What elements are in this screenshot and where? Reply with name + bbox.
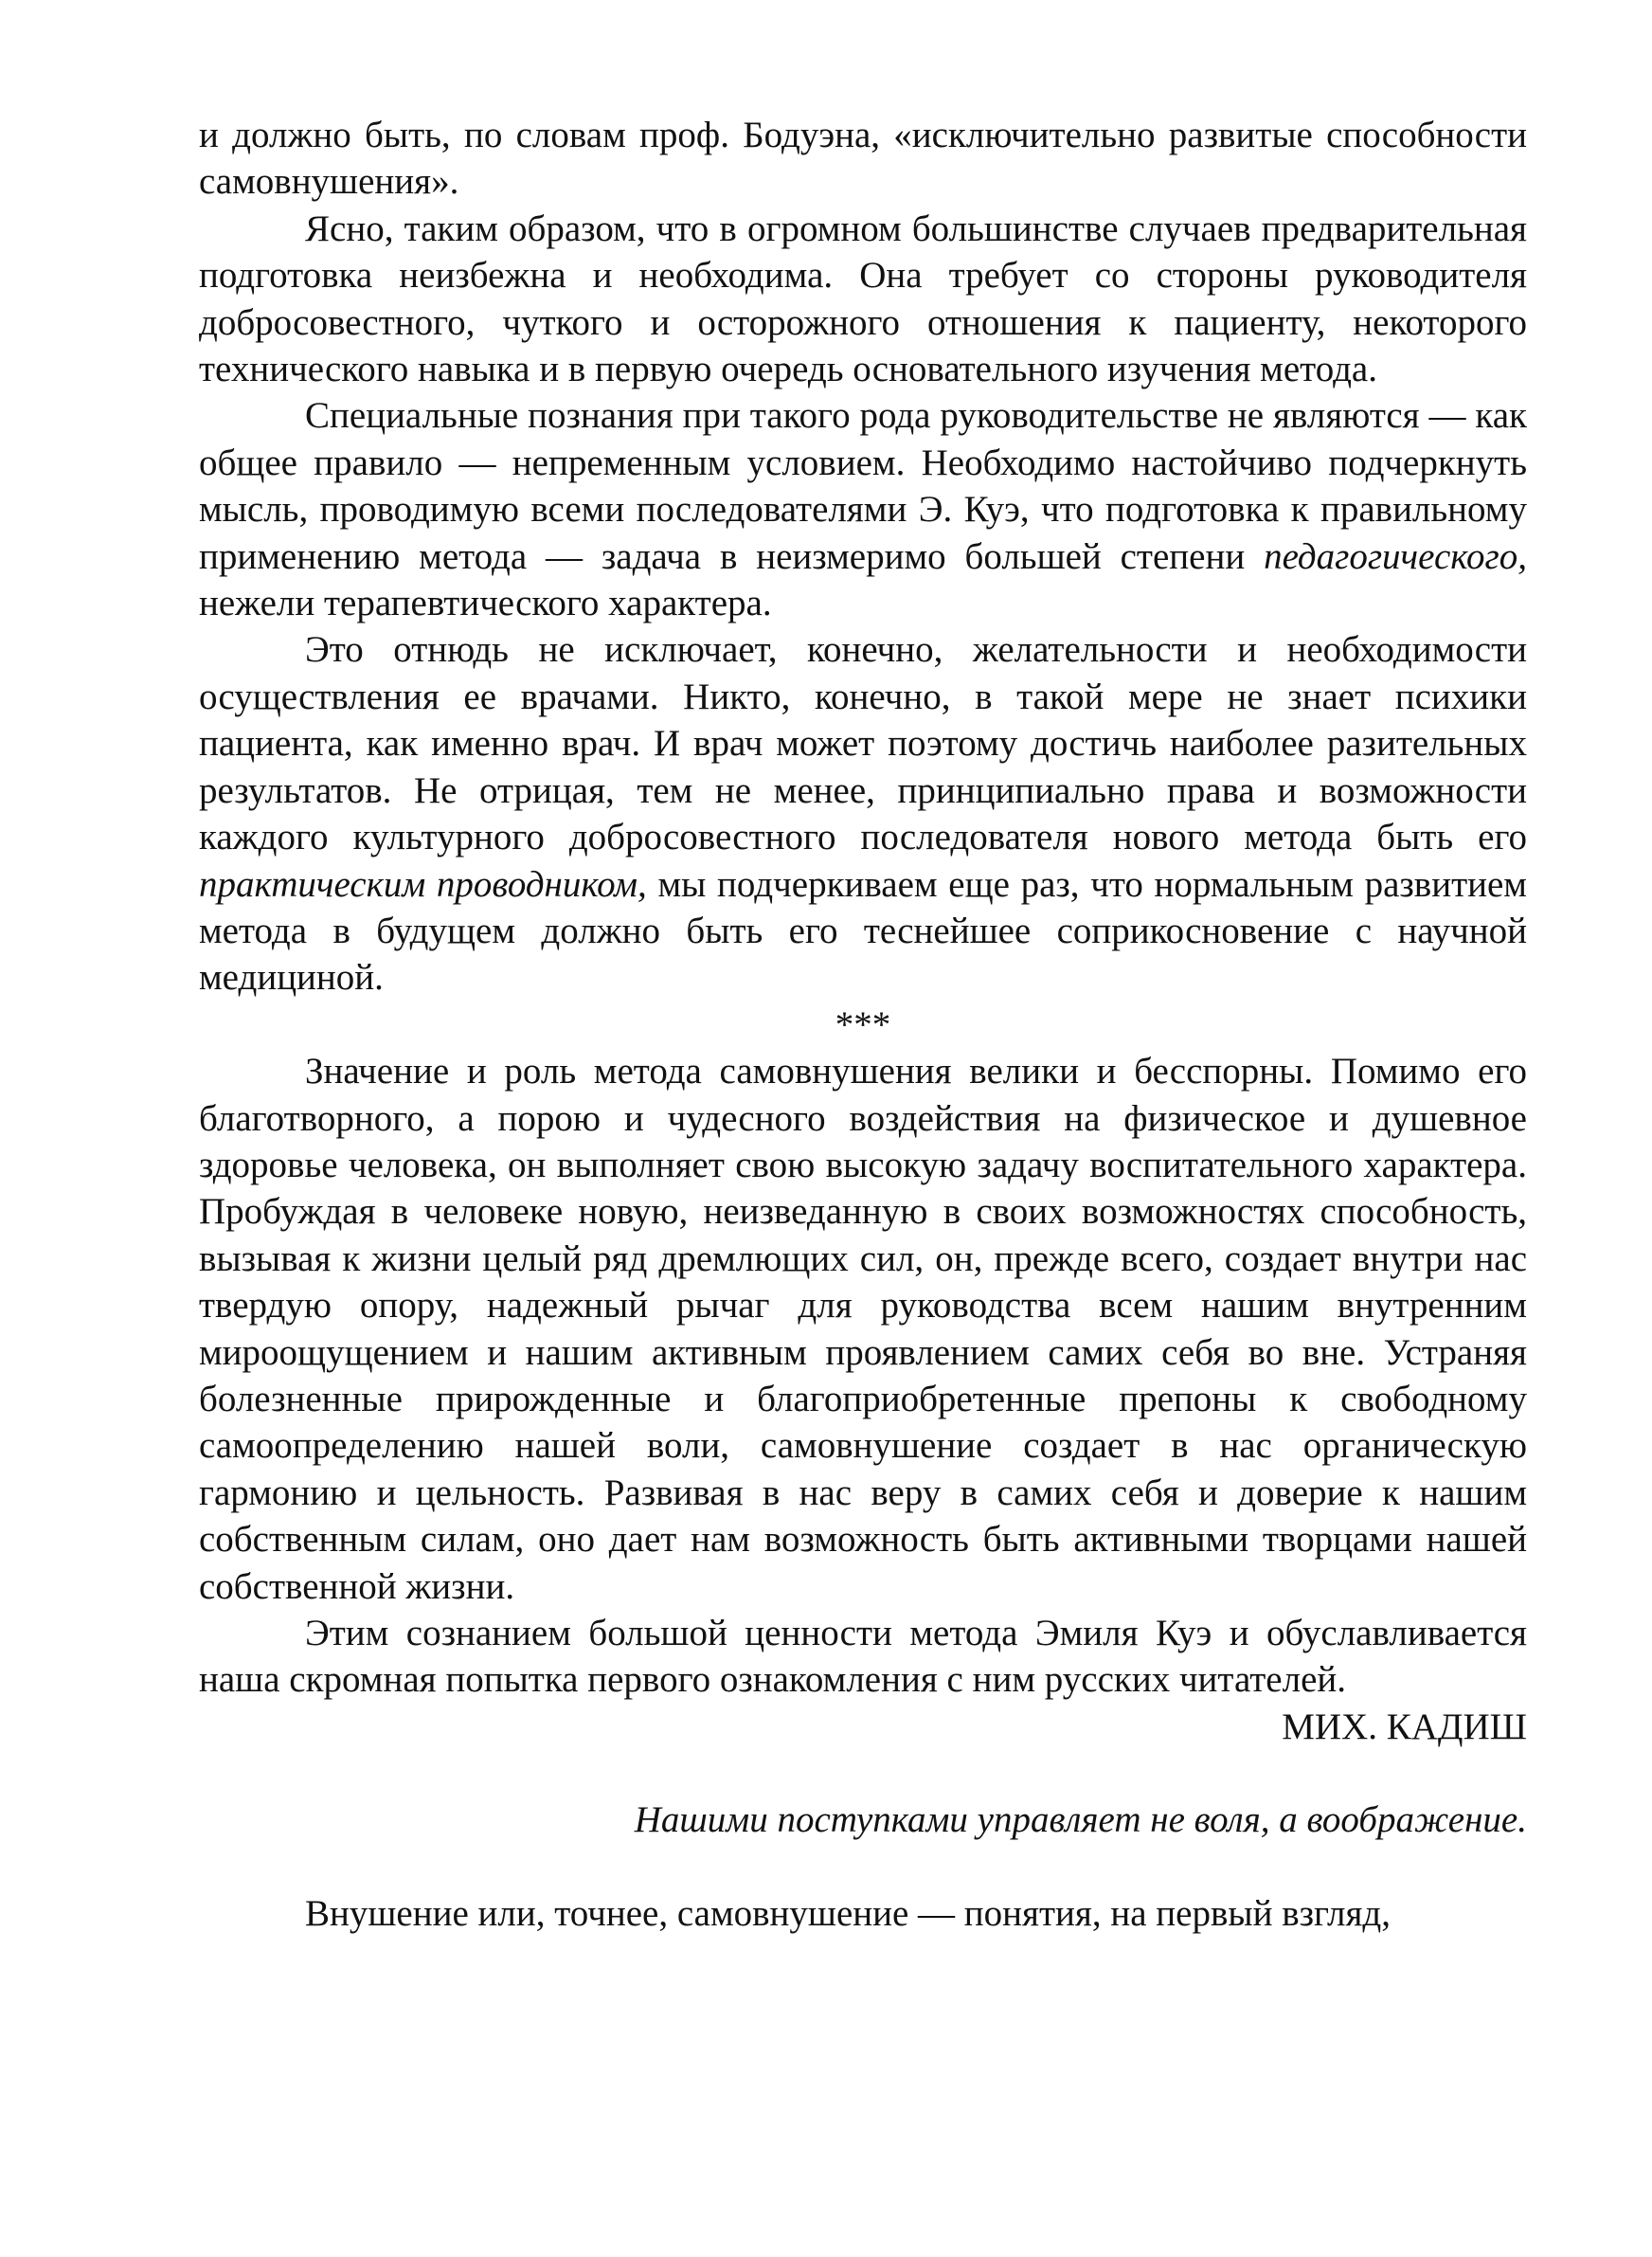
epigraph: Нашими поступками управляет не воля, а воображение. [634,1799,1527,1841]
paragraph-text: Это отнюдь не исключает, конечно, желательности и необходимости осуществления ее врачами. Никто, конечно, в такой мере не знает психики пациента, как именно врач. И врач может поэтому достичь наиболее разительных результатов. Не отрицая, тем не менее, принципиально права и возможности каждого культурного добросовестного последователя нового метода быть его [199,629,1527,858]
paragraph-text: Значение и роль метода самовнушения велики и бесспорны. Помимо его благотворного, а порою и чудесного воздействия на физическое и душевное здоровье человека, он выполняет свою высокую задачу воспитательного характера. Пробуждая в человеке новую, неизведанную в своих возможностях способность, вызывая к жизни целый ряд дремлющих сил, он, прежде всего, создает внутри нас твердую опору, надежный рычаг для руководства всем нашим внутренним мироощущением и нашим активным проявлением самих себя во вне. Устраняя болезненные прирожденные и благоприобретенные препоны к свободному самоопределению нашей воли, самовнушение создает в нас органическую гармонию и цельность. Развивая в нас веру в самих себя и доверие к нашим собственным силам, оно дает нам возможность быть активными творцами нашей собственной жизни. [199,1051,1527,1607]
paragraph-significance [199,1048,1527,1610]
paragraph-text: нежели терапевтического характера. [199,583,772,624]
paragraph-pedagogical [199,392,1527,626]
paragraph-continuation [199,112,1527,206]
paragraph-text: Внушение или, точнее, самовнушение — понятия, на первый взгляд, [305,1892,1392,1934]
paragraph-conclusion [199,1610,1527,1704]
paragraph-text: и должно быть, по словам проф. Бодуэна, «исключительно развитые способности самовнушения». [199,115,1527,203]
paragraph-text: Ясно, таким образом, что в огромном большинстве случаев предварительная подготовка неизбежна и необходима. Она требует со стороны руководителя добросовестного, чуткого и осторожного отношения к пациенту, некоторого технического навыка и в первую очередь основательного изучения метода. [199,208,1527,390]
paragraph-doctors [199,626,1527,1001]
body-text [199,112,1527,1937]
paragraph-preparation [199,206,1527,393]
paragraph-text: Этим сознанием большой ценности метода Эмиля Куэ и обуславливается наша скромная попытка первого ознакомления с ним русских читателей. [199,1613,1527,1701]
paragraph-text: Специальные познания при такого рода руководительстве не являются — как общее правило — непременным условием. Необходимо настойчиво подчеркнуть мысль, проводимую всеми последователями Э. Куэ, что подготовка к правильному применению метода — задача в неизмеримо большей степени [199,395,1527,577]
paragraph-text: мы подчеркиваем еще раз, что нормальным развитием метода в будущем должно быть его теснейшее соприкосновение с научной медициной. [199,863,1527,999]
paragraph-next-chapter [199,1890,1527,1937]
section-separator: *** [835,1003,891,1045]
author-signature: МИХ. КАДИШ [1282,1706,1527,1747]
italic-emphasis: практическим проводником, [199,863,647,905]
italic-emphasis: педагогического, [1264,535,1527,577]
